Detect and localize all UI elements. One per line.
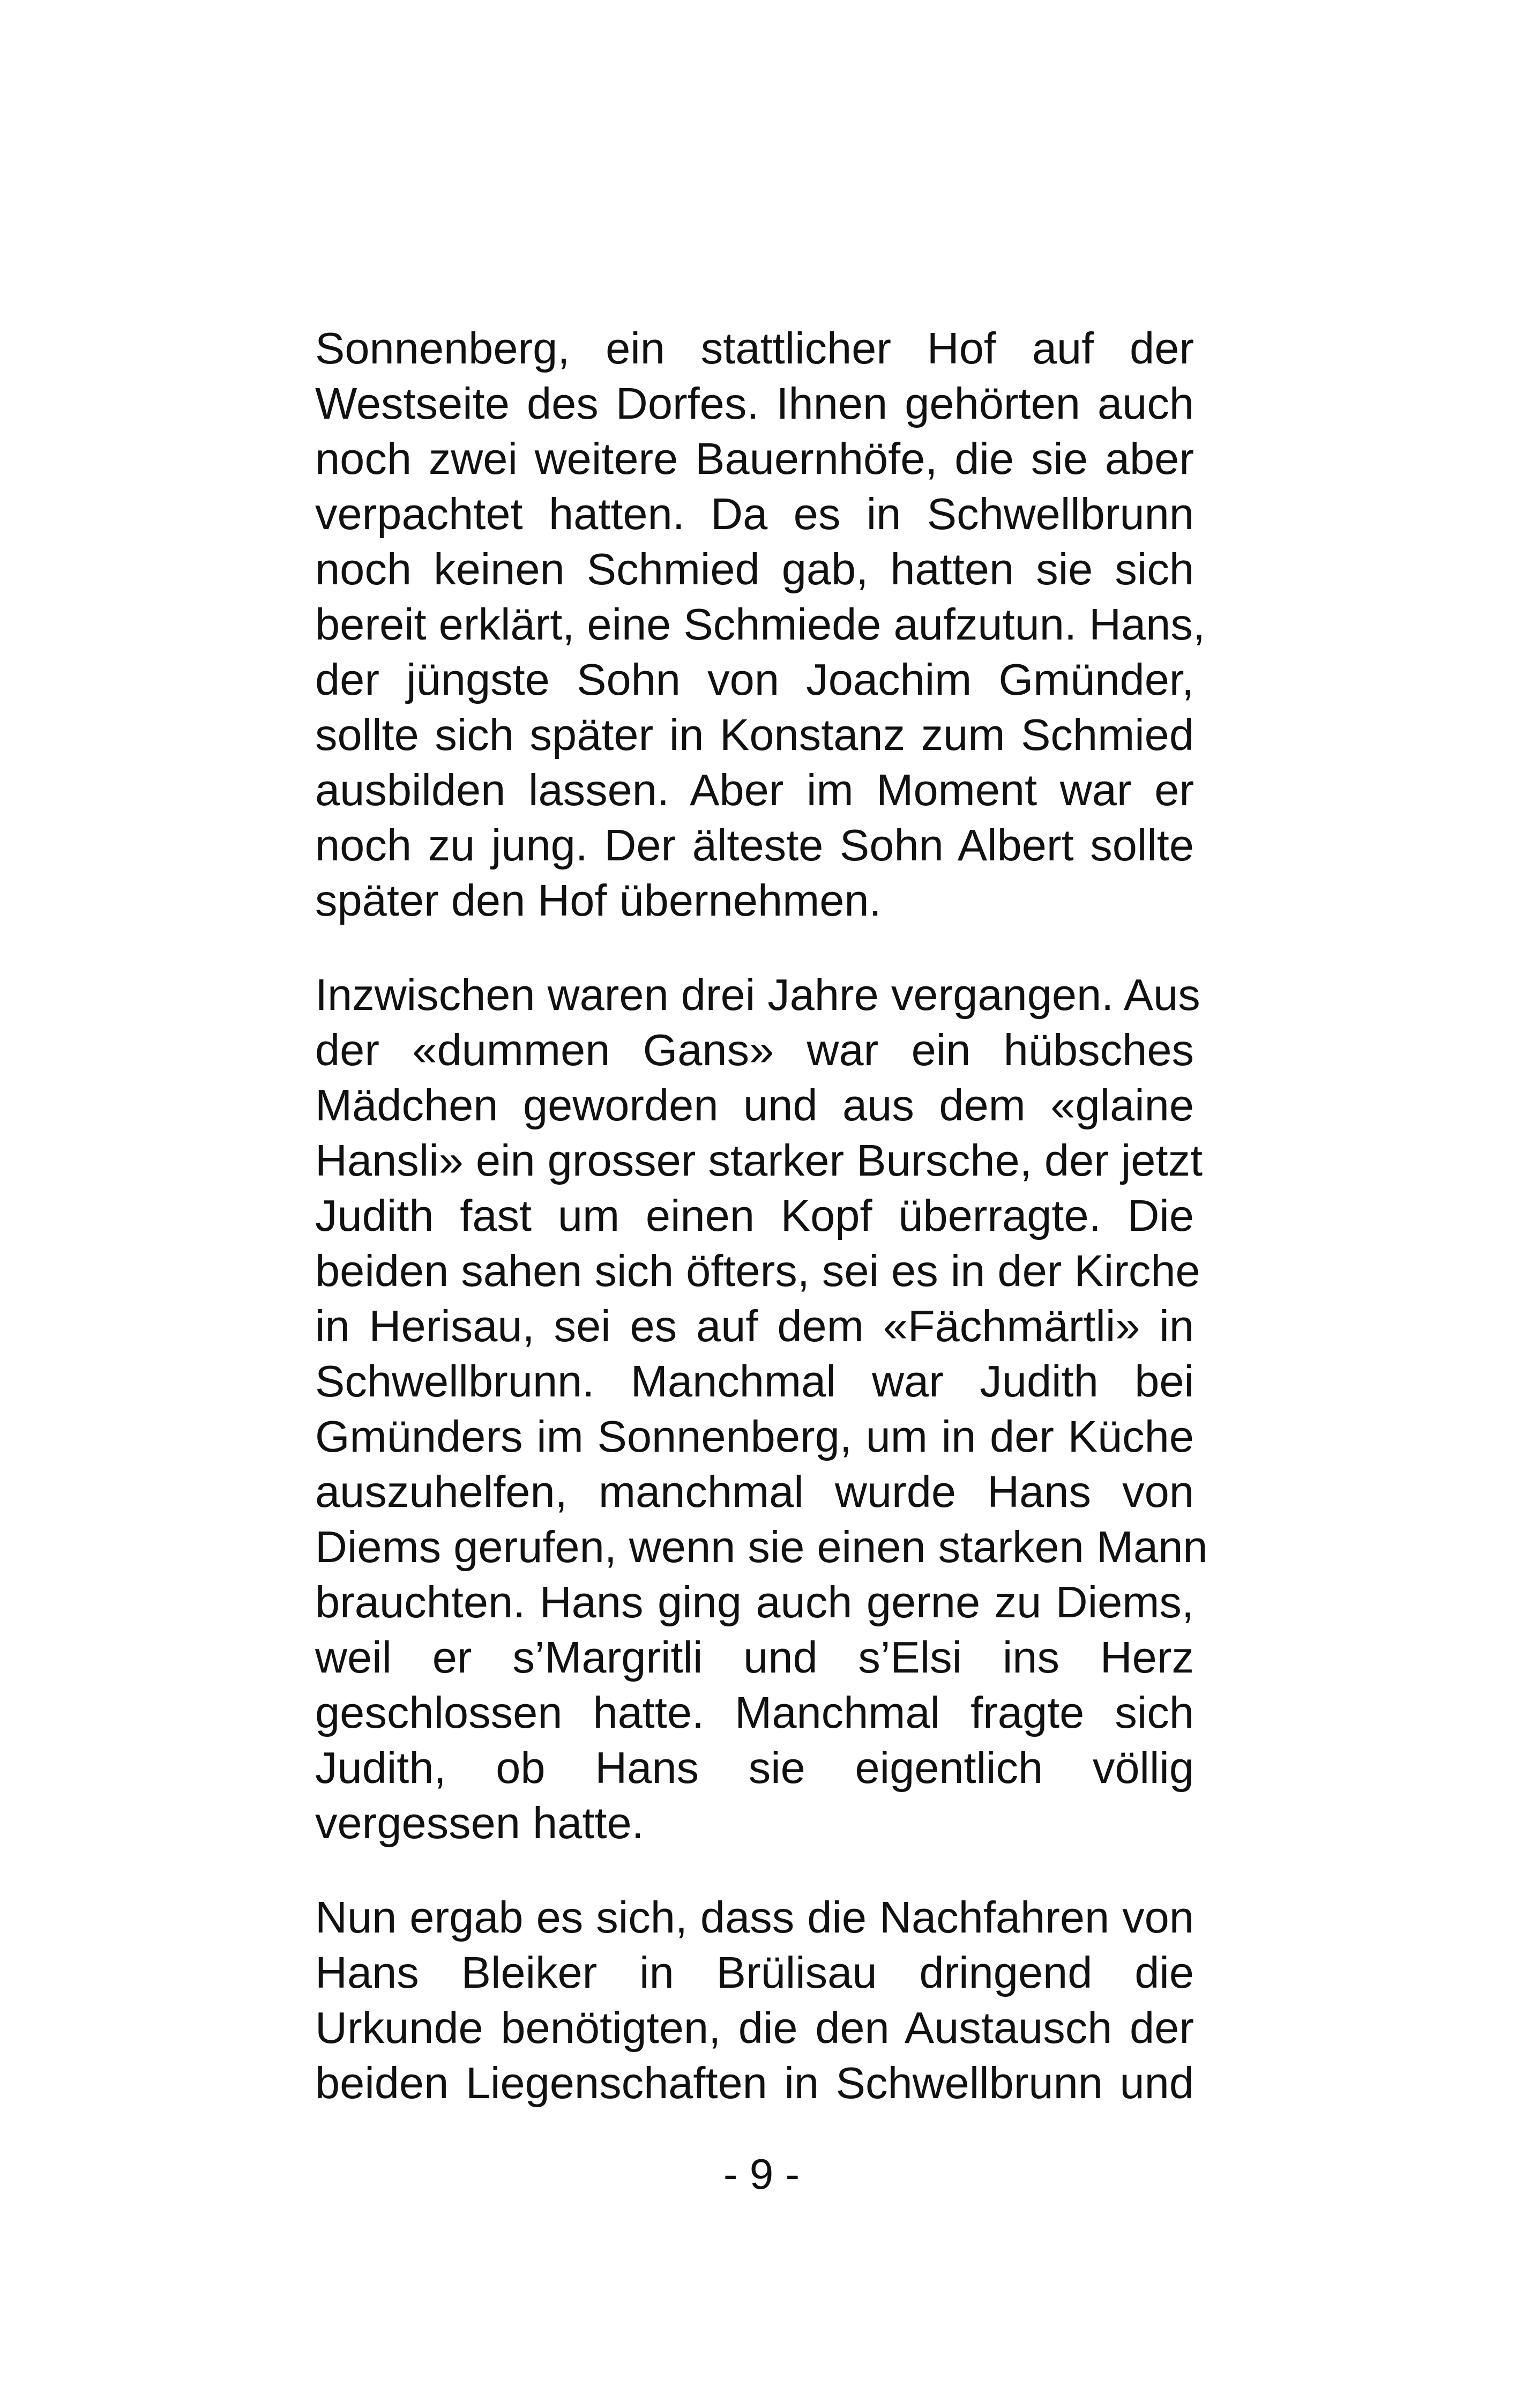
text-line: Mädchen geworden und aus dem «glaine xyxy=(315,1080,1194,1130)
text-line: Schwellbrunn. Manchmal war Judith bei xyxy=(315,1356,1194,1406)
text-line: beiden sahen sich öfters, sei es in der Kirche xyxy=(315,1246,1200,1296)
text-line: brauchten. Hans ging auch gerne zu Diems, xyxy=(315,1577,1194,1627)
text-line: Hans Bleiker in Brülisau dringend die xyxy=(315,1948,1194,1997)
text-line: der jüngste Sohn von Joachim Gmünder, xyxy=(315,655,1194,704)
text-line: Hansli» ein grosser starker Bursche, der jetzt xyxy=(315,1135,1203,1185)
text-line: auszuhelfen, manchmal wurde Hans von xyxy=(315,1467,1194,1517)
text-line: Urkunde benötigten, die den Austausch der xyxy=(315,2003,1194,2053)
paragraph xyxy=(315,967,1208,1850)
text-line: noch zwei weitere Bauernhöfe, die sie aber xyxy=(315,434,1194,484)
text-line: Nun ergab es sich, dass die Nachfahren von xyxy=(315,1892,1194,1942)
text-line: vergessen hatte. xyxy=(315,1798,644,1848)
text-line: bereit erklärt, eine Schmiede aufzutun. Hans, xyxy=(315,599,1205,649)
text-line: verpachtet hatten. Da es in Schwellbrunn xyxy=(315,489,1194,539)
text-line: später den Hof übernehmen. xyxy=(315,875,882,925)
text-line: Westseite des Dorfes. Ihnen gehörten auch xyxy=(315,378,1194,428)
page-number: - 9 - xyxy=(723,2150,800,2198)
text-line: noch zu jung. Der älteste Sohn Albert sollte xyxy=(315,820,1194,870)
text-line: geschlossen hatte. Manchmal fragte sich xyxy=(315,1688,1194,1737)
text-line: ausbilden lassen. Aber im Moment war er xyxy=(315,765,1194,815)
text-line: weil er s’Margritli und s’Elsi ins Herz xyxy=(315,1632,1194,1682)
text-line: Gmünders im Sonnenberg, um in der Küche xyxy=(315,1411,1194,1461)
paragraph xyxy=(315,321,1205,928)
text-line: beiden Liegenschaften in Schwellbrunn und xyxy=(315,2058,1194,2108)
text-line: Inzwischen waren drei Jahre vergangen. Aus xyxy=(315,970,1200,1020)
paragraph xyxy=(315,1890,1194,2110)
text-line: noch keinen Schmied gab, hatten sie sich xyxy=(315,544,1194,594)
text-line: der «dummen Gans» war ein hübsches xyxy=(315,1025,1194,1075)
text-line: Judith fast um einen Kopf überragte. Die xyxy=(315,1191,1194,1240)
text-line: in Herisau, sei es auf dem «Fächmärtli» in xyxy=(315,1301,1194,1351)
text-line: Diems gerufen, wenn sie einen starken Mann xyxy=(315,1522,1208,1572)
text-line: Sonnenberg, ein stattlicher Hof auf der xyxy=(315,323,1194,373)
text-line: sollte sich später in Konstanz zum Schmied xyxy=(315,710,1194,760)
body-text xyxy=(315,321,1208,2150)
text-line: Judith, ob Hans sie eigentlich völlig xyxy=(315,1743,1194,1793)
